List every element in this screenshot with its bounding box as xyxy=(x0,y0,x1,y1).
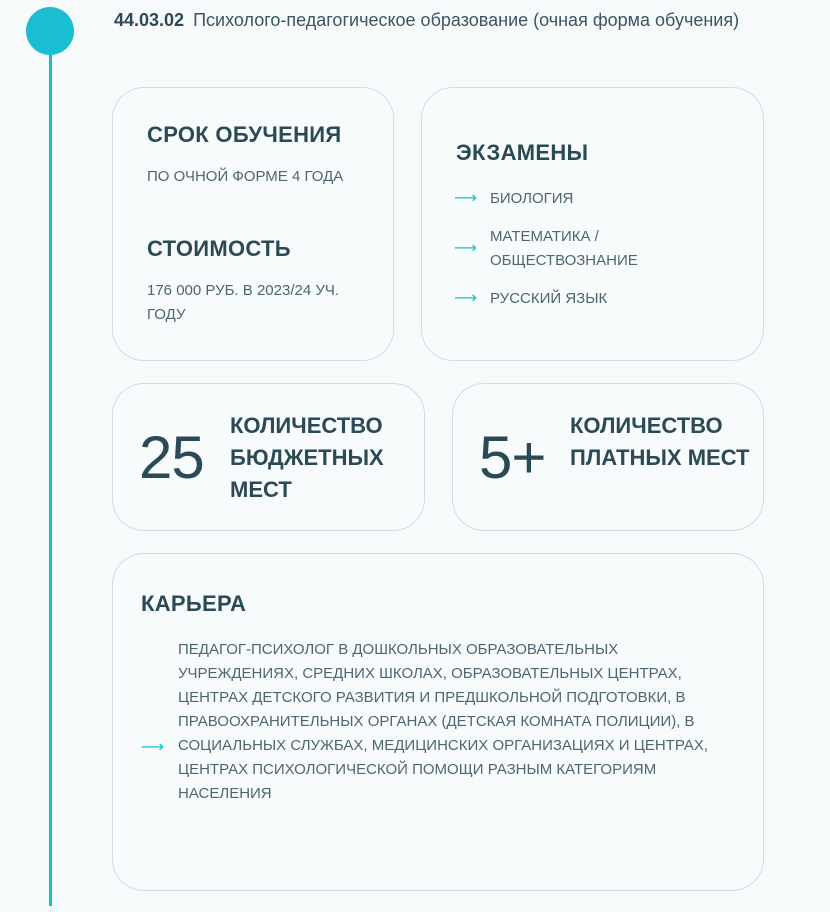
program-code: 44.03.02 xyxy=(114,10,185,30)
budget-places-label: КОЛИЧЕСТВО БЮДЖЕТНЫХ МЕСТ xyxy=(230,413,384,502)
arrow-right-icon: ⟶ xyxy=(141,739,164,756)
program-title xyxy=(114,7,754,33)
duration-cost-card xyxy=(112,87,394,361)
timeline-dot-icon xyxy=(26,7,74,55)
paid-places-card xyxy=(452,383,764,531)
exam-label: МАТЕМАТИКА / ОБЩЕСТВОЗНАНИЕ xyxy=(490,228,638,269)
exam-item xyxy=(454,287,607,311)
career-text: ПЕДАГОГ-ПСИХОЛОГ В ДОШКОЛЬНЫХ ОБРАЗОВАТЕЛЬНЫХ УЧРЕЖДЕНИЯХ, СРЕДНИХ ШКОЛАХ, ОБРАЗОВАТЕЛЬНЫХ ЦЕНТРАХ, ЦЕНТРАХ ДЕТСКОГО РАЗВИТИЯ И ПРЕДШКОЛЬНОЙ ПОДГОТОВКИ, В ПРАВООХРАНИТЕЛЬНЫХ ОРГАНАХ (ДЕТСКАЯ КОМНАТА ПОЛИЦИИ), В СОЦИАЛЬНЫХ СЛУЖБАХ, МЕДИЦИНСКИХ ОРГАНИЗАЦИЯХ И ЦЕНТРАХ, ЦЕНТРАХ ПСИХОЛОГИЧЕСКОЙ ПОМОЩИ РАЗНЫМ КАТЕГОРИЯМ НАСЕЛЕНИЯ xyxy=(178,641,709,802)
program-name: Психолого-педагогическое образование (очная форма обучения) xyxy=(193,10,740,30)
paid-places-number: 5+ xyxy=(479,424,546,491)
arrow-right-icon: ⟶ xyxy=(454,190,477,207)
exams-card xyxy=(421,87,764,361)
duration-text: ПО ОЧНОЙ ФОРМЕ 4 ГОДА xyxy=(147,168,344,185)
timeline-line xyxy=(49,50,52,906)
arrow-right-icon: ⟶ xyxy=(454,290,477,307)
exam-item xyxy=(454,225,734,273)
duration-heading: СРОК ОБУЧЕНИЯ xyxy=(147,122,342,147)
exam-label: РУССКИЙ ЯЗЫК xyxy=(490,290,608,307)
exam-item xyxy=(454,187,573,211)
budget-places-number: 25 xyxy=(139,424,204,491)
paid-places-label: КОЛИЧЕСТВО ПЛАТНЫХ МЕСТ xyxy=(570,413,750,470)
cost-text: 176 000 РУБ. В 2023/24 УЧ. ГОДУ xyxy=(147,282,340,323)
exams-heading: ЭКЗАМЕНЫ xyxy=(456,140,589,165)
budget-places-card xyxy=(112,383,425,531)
exam-label: БИОЛОГИЯ xyxy=(490,190,574,207)
career-heading: КАРЬЕРА xyxy=(141,591,247,616)
arrow-right-icon: ⟶ xyxy=(454,240,477,257)
career-card xyxy=(112,553,764,891)
cost-heading: СТОИМОСТЬ xyxy=(147,236,291,261)
